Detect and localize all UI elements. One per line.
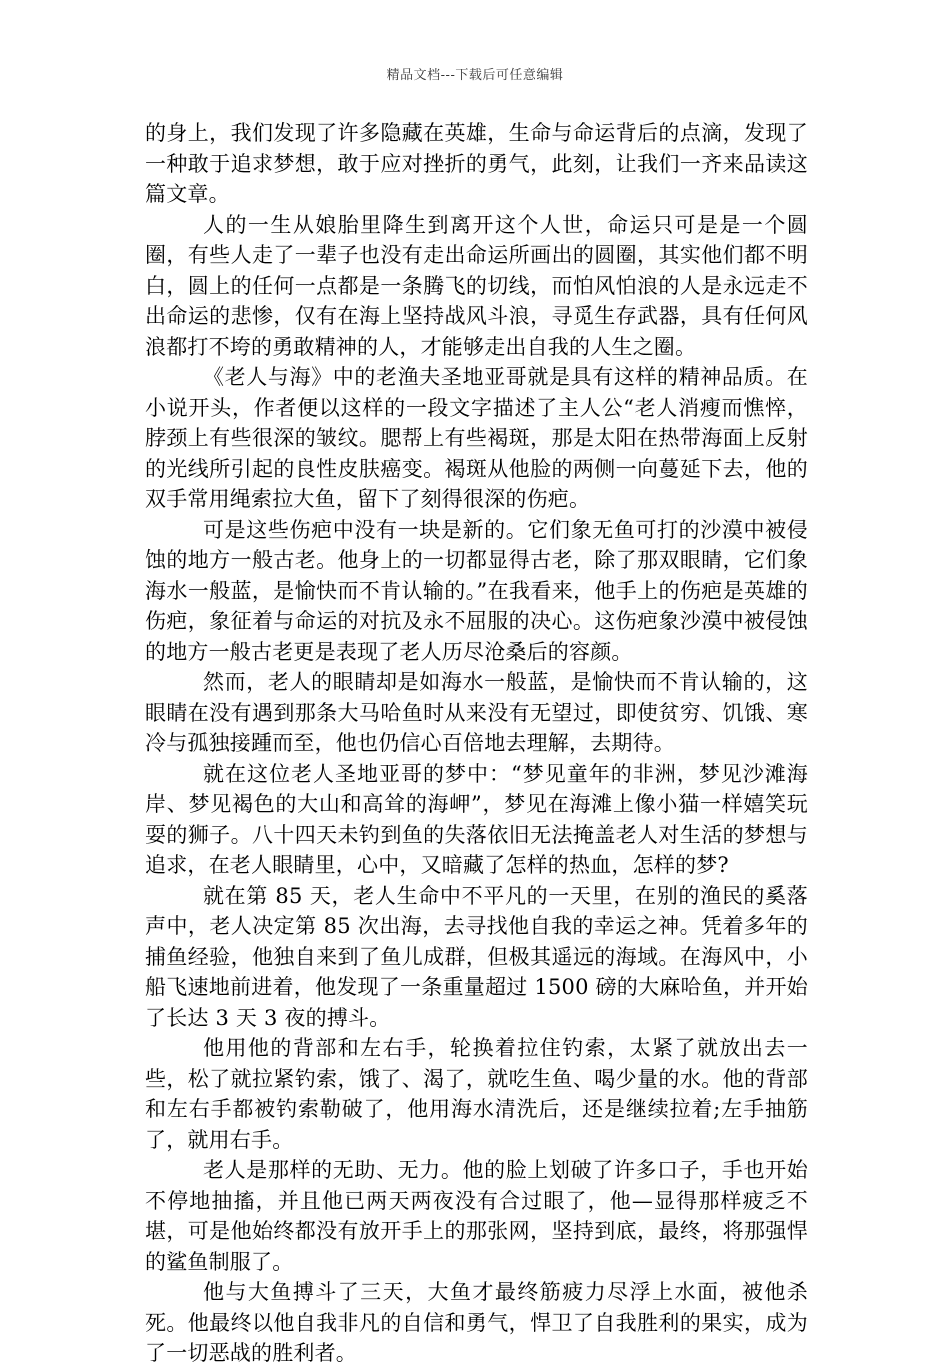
paragraph: 他与大鱼搏斗了三天，大鱼才最终筋疲力尽浮上水面，被他杀死。他最终以他自我非凡的自信和勇气，悍卫了自我胜利的果实，成为了一切恶战的胜利者。 [145,1280,808,1365]
page-header: 精品文档---下载后可任意编辑 [386,68,564,83]
paragraph: 就在第 85 天，老人生命中不平凡的一天里，在别的渔民的奚落声中，老人决定第 85 次出海，去寻找他自我的幸运之神。凭着多年的捕鱼经验，他独自来到了鱼儿成群，但极其遥远的海域。在海风中，小船飞速地前进着，他发现了一条重量超过 1500 磅的大麻哈鱼，并开始了长达 3 天 3 夜的搏斗。 [145,883,808,1030]
paragraph: 然而，老人的眼睛却是如海水一般蓝，是愉快而不肯认输的，这眼睛在没有遇到那条大马哈鱼时从来没有无望过，即使贫穷、饥饿、寒冷与孤独接踵而至，他也仍信心百倍地去理解，去期待。 [145,670,808,755]
paragraph: 就在这位老人圣地亚哥的梦中：“梦见童年的非洲，梦见沙滩海岸、梦见褐色的大山和高耸的海岬”，梦见在海滩上像小猫一样嬉笑玩耍的狮子。八十四天未钓到鱼的失落依旧无法掩盖老人对生活的梦想与追求，在老人眼睛里，心中，又暗藏了怎样的热血，怎样的梦? [145,761,808,877]
paragraph: 的身上，我们发现了许多隐藏在英雄，生命与命运背后的点滴，发现了一种敢于追求梦想，敢于应对挫折的勇气，此刻，让我们一齐来品读这篇文章。 [145,121,808,206]
paragraph: 老人是那样的无助、无力。他的脸上划破了许多口子，手也开始不停地抽搐，并且他已两天两夜没有合过眼了，他—显得那样疲乏不堪，可是他始终都没有放开手上的那张网，坚持到底，最终，将那强悍的鲨鱼制服了。 [145,1158,808,1274]
paragraph: 他用他的背部和左右手，轮换着拉住钓索，太紧了就放出去一些，松了就拉紧钓索，饿了、渴了，就吃生鱼、喝少量的水。他的背部和左右手都被钓索勒破了，他用海水清洗后，还是继续拉着;左手抽筋了，就用右手。 [145,1036,808,1152]
paragraph: 可是这些伤疤中没有一块是新的。它们象无鱼可打的沙漠中被侵蚀的地方一般古老。他身上的一切都显得古老，除了那双眼睛，它们象海水一般蓝，是愉快而不肯认输的。”在我看来，他手上的伤疤是英雄的伤疤，象征着与命运的对抗及永不屈服的决心。这伤疤象沙漠中被侵蚀的地方一般古老更是表现了老人历尽沧桑后的容颜。 [145,517,808,664]
paragraph: 《老人与海》中的老渔夫圣地亚哥就是具有这样的精神品质。在小说开头，作者便以这样的一段文字描述了主人公“老人消瘦而憔悴，脖颈上有些很深的皱纹。腮帮上有些褐斑，那是太阳在热带海面上反射的光线所引起的良性皮肤癌变。褐斑从他脸的两侧一向蔓延下去，他的双手常用绳索拉大鱼，留下了刻得很深的伤疤。 [145,365,808,511]
article-body [145,118,808,1369]
paragraph: 人的一生从娘胎里降生到离开这个人世，命运只可是是一个圆圈，有些人走了一辈子也没有走出命运所画出的圆圈，其实他们都不明白，圆上的任何一点都是一条腾飞的切线，而怕风怕浪的人是永远走不出命运的悲惨，仅有在海上坚持战风斗浪，寻觅生存武器，具有任何风浪都打不垮的勇敢精神的人，才能够走出自我的人生之圈。 [145,212,808,359]
